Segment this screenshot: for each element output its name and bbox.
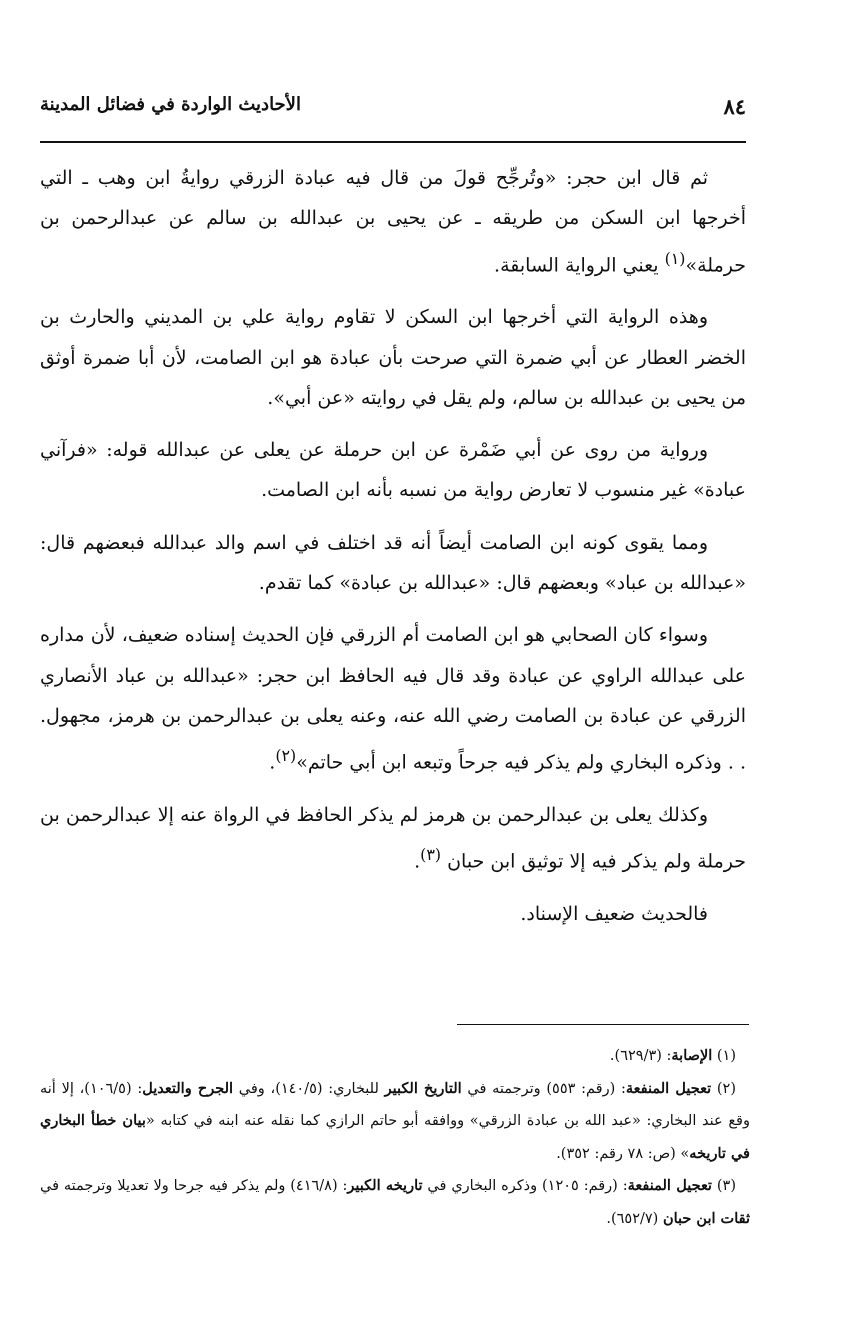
footnote-separator xyxy=(457,1024,749,1025)
footnote-3-text-2: : (٤١٦/٨) ولم يذكر فيه جرحا ولا تعديلا وترجمته في xyxy=(40,1178,348,1194)
footnote-3-book-1: تاريخه الكبير xyxy=(347,1177,423,1194)
paragraph-1-text: ثم قال ابن حجر: «وتُرجِّح قولَ من قال فيه عبادة الزرقي روايةُ ابن وهب ـ التي أخرجها ابن السكن من طريقه ـ عن يحيى بن عبدالله بن سالم عن عبدالرحمن بن حرملة» xyxy=(40,167,746,276)
footnote-1-text: : (٦٢٩/٣). xyxy=(609,1048,672,1064)
paragraph-1-tail: يعني الرواية السابقة. xyxy=(494,253,665,276)
paragraph-2: وهذه الرواية التي أخرجها ابن السكن لا تقاوم رواية علي بن المديني والحارث بن الخضر العطار عن أبي ضمرة التي صرحت بأن عبادة هو ابن الصامت، لأن أبا ضمرة أوثق من يحيى بن عبدالله بن سالم، ولم يقل في روايته «عن أبي». xyxy=(40,306,746,409)
footnote-2-text-1: : (رقم: ٥٥٣) وترجمته في xyxy=(461,1080,626,1097)
footnote-2-book-1: التاريخ الكبير xyxy=(384,1079,462,1097)
footnote-ref-2: (٢) xyxy=(275,746,297,766)
paragraph-1 xyxy=(40,158,746,285)
footnote-1 xyxy=(40,1040,750,1073)
paragraph-3: ورواية من روى عن أبي ضَمْرة عن ابن حرملة عن يعلى عن عبدالله قوله: «فرآني عبادة» غير منسوب لا تعارض رواية من نسبه بأنه ابن الصامت. xyxy=(40,439,746,502)
footnote-3-source: تعجيل المنفعة xyxy=(627,1177,712,1194)
footnotes xyxy=(40,1040,750,1235)
footnote-3 xyxy=(40,1170,750,1235)
header-rule xyxy=(40,141,746,143)
footnote-2-text-2: للبخاري: (١٤٠/٥)، وفي xyxy=(233,1080,385,1097)
main-text xyxy=(40,158,746,934)
footnote-2-number: (٢) xyxy=(716,1080,736,1097)
page-number: ٨٤ xyxy=(723,94,746,119)
footnote-2-text-3: : (١٠٦/٥)، إلا أنه وقع عند البخاري: «عبد الله بن عبادة الزرقي» ووافقه أبو حاتم الرازي كما نقله عنه ابنه في كتابه « xyxy=(40,1080,750,1129)
paragraph-6-text: وكذلك يعلى بن عبدالرحمن بن هرمز لم يذكر الحافظ في الرواة عنه إلا عبدالرحمن بن حرملة ولم يذكر فيه إلا توثيق ابن حبان xyxy=(40,803,746,873)
paragraph-5 xyxy=(40,615,746,783)
paragraph-5-tail: . xyxy=(269,751,276,774)
paragraph-7: فالحديث ضعيف الإسناد. xyxy=(520,902,708,925)
footnote-2 xyxy=(40,1073,750,1171)
footnote-ref-1: (١) xyxy=(664,248,686,268)
paragraph-6-tail: . xyxy=(414,850,421,873)
running-title: الأحاديث الواردة في فضائل المدينة xyxy=(40,94,301,115)
paragraph-5-text: وسواء كان الصحابي هو ابن الصامت أم الزرقي فإن الحديث إسناده ضعيف، لأن مداره على عبدالله الراوي عن عبادة وقد قال فيه الحافظ ابن حجر: «عبدالله بن عباد الأنصاري الزرقي عن عبادة بن الصامت رضي الله عنه، وعنه يعلى بن عبدالرحمن بن هرمز، مجهول. . . وذكره البخاري ولم يذكر فيه جرحاً وتبعه ابن أبي حاتم» xyxy=(40,624,746,774)
page-header xyxy=(40,92,746,126)
footnote-3-text-3: (٦٥٢/٧). xyxy=(606,1210,663,1227)
footnote-3-book-2: ثقات ابن حبان xyxy=(662,1209,750,1227)
paragraph-4: ومما يقوى كونه ابن الصامت أيضاً أنه قد اختلف في اسم والد عبدالله فبعضهم قال: «عبدالله بن عباد» وبعضهم قال: «عبدالله بن عبادة» كما تقدم. xyxy=(40,531,746,594)
footnote-2-book-2: الجرح والتعديل xyxy=(142,1079,234,1097)
footnote-1-number: (١) xyxy=(716,1048,736,1064)
footnote-2-book-3: بيان خطأ البخاري في تاريخه xyxy=(40,1112,750,1162)
paragraph-6 xyxy=(40,795,746,882)
footnote-2-text-4: » (ص: ٧٨ رقم: ٣٥٢). xyxy=(556,1145,690,1162)
footnote-3-number: (٣) xyxy=(716,1178,737,1194)
footnote-2-source: تعجيل المنفعة xyxy=(625,1079,712,1097)
footnote-ref-3: (٣) xyxy=(420,845,442,865)
footnote-1-source: الإصابة xyxy=(671,1047,713,1064)
footnote-3-text-1: : (رقم: ١٢٠٥) وذكره البخاري في xyxy=(422,1178,628,1194)
